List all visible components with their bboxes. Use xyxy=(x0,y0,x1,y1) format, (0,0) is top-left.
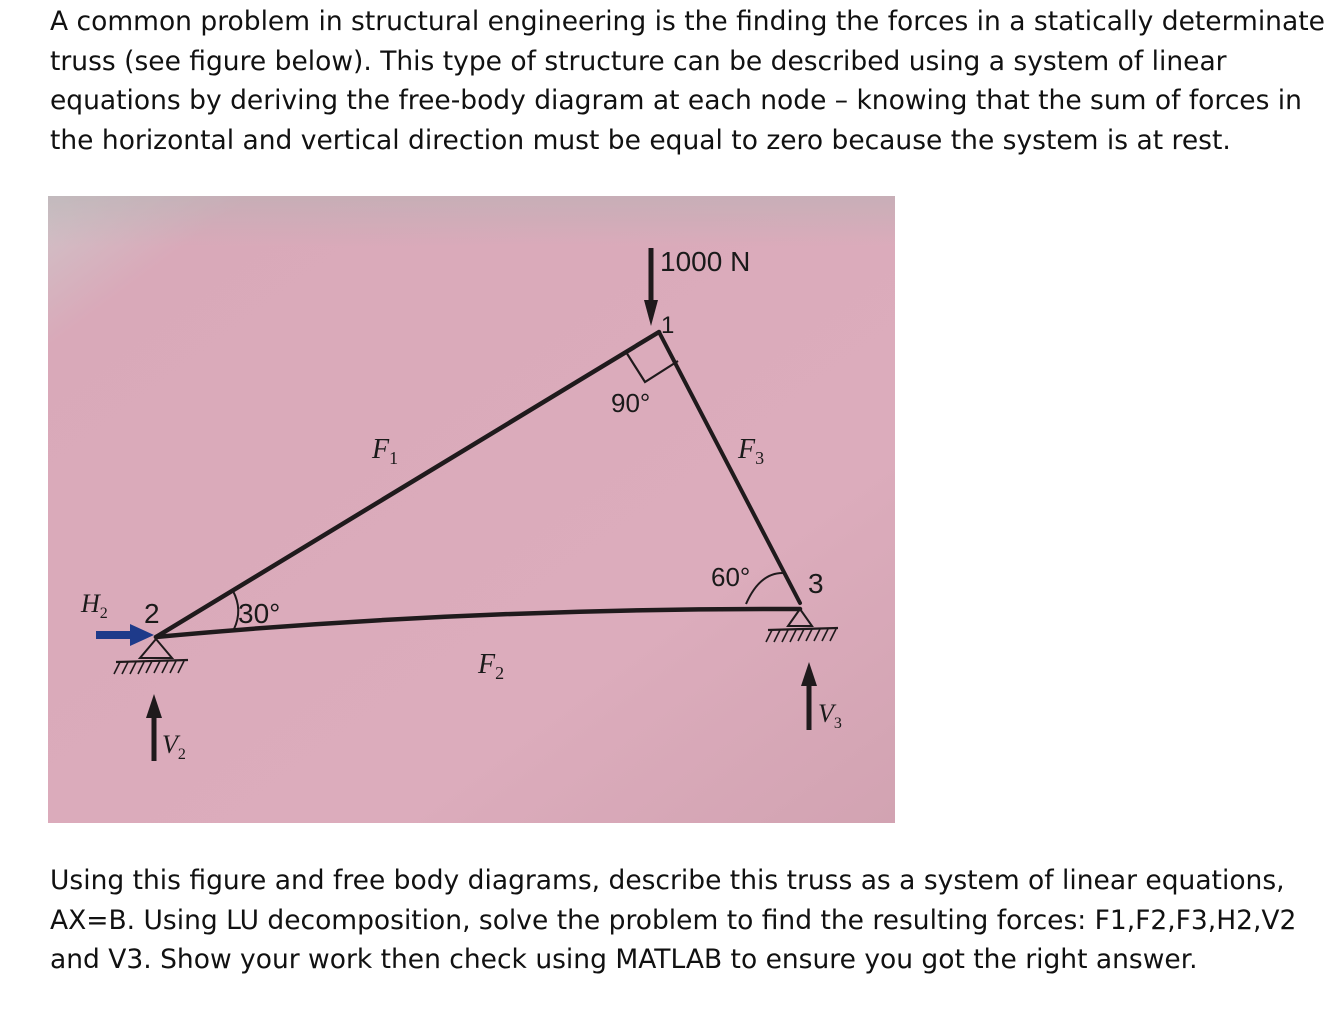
member-f2-main: F xyxy=(478,649,496,680)
member-f1-sub: 1 xyxy=(389,448,399,468)
h2-arrow-shaft xyxy=(96,631,132,639)
angle-right-label: 60° xyxy=(711,562,751,592)
angle-left-label: 30° xyxy=(238,598,281,629)
task-paragraph xyxy=(50,861,1320,980)
member-f2-sub: 2 xyxy=(495,663,505,683)
intro-line: A common problem in structural engineering is the finding the forces in a statically determinate xyxy=(50,6,1325,37)
truss-figure xyxy=(48,196,895,823)
reaction-v3-sub: 3 xyxy=(833,715,842,732)
node-3-label: 3 xyxy=(808,568,824,599)
load-label: 1000 N xyxy=(660,246,751,277)
task-line: and V3. Show your work then check using MATLAB to ensure you got the right answer. xyxy=(50,944,1198,975)
reaction-v2-sub: 2 xyxy=(177,746,186,763)
reaction-h2-sub: 2 xyxy=(99,605,108,622)
reaction-v3-main: V xyxy=(818,699,834,728)
node-2-label: 2 xyxy=(144,598,160,629)
task-line: AX=B. Using LU decomposition, solve the problem to find the resulting forces: F1,F2,F3,H2,V2 xyxy=(50,904,1297,936)
intro-line: equations by deriving the free-body diagram at each node – knowing that the sum of forces in xyxy=(50,85,1302,116)
member-f3-sub: 3 xyxy=(755,448,765,468)
figure-shade xyxy=(48,196,895,823)
node-1-label: 1 xyxy=(661,312,675,339)
intro-line: the horizontal and vertical direction must be equal to zero because the system is at rest. xyxy=(50,124,1231,156)
angle-top-label: 90° xyxy=(611,388,651,418)
member-f3-main: F xyxy=(738,434,756,465)
member-f1-main: F xyxy=(372,434,390,465)
reaction-h2-main: H xyxy=(81,589,100,618)
intro-line: truss (see figure below). This type of structure can be described using a system of linear xyxy=(50,45,1227,77)
reaction-v2-main: V xyxy=(162,730,178,759)
task-line: Using this figure and free body diagrams, describe this truss as a system of linear equations, xyxy=(50,865,1285,896)
intro-paragraph xyxy=(50,2,1325,160)
